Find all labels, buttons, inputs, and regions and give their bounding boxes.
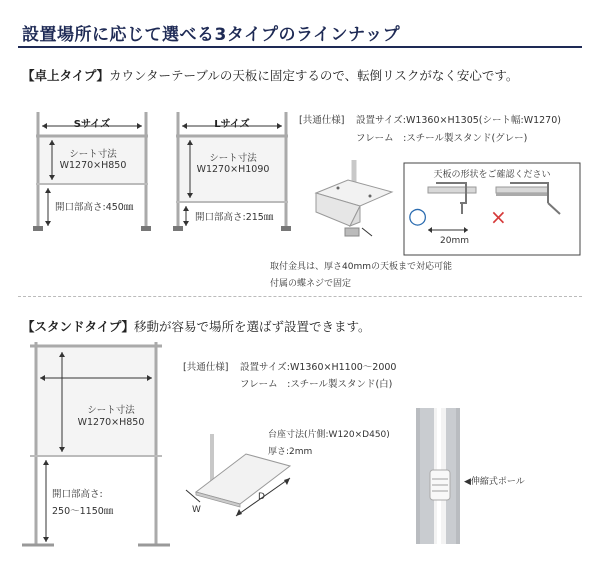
stand-type-text: 移動が容易で場所を選ばず設置できます。: [134, 319, 371, 334]
stand-spec-frame: フレーム :スチール製スタンド(白): [240, 379, 393, 390]
l-opening-height: 開口部高さ:215㎜: [195, 212, 274, 223]
desk-spec-tag: [共通仕様]: [299, 115, 345, 126]
clamp-note-1: 取付金具は、厚さ40mmの天板まで対応可能: [270, 262, 452, 272]
pole-label: ◀伸縮式ポール: [464, 477, 525, 487]
check-title: 天板の形状をご確認ください: [433, 170, 551, 180]
l-size-label: Lサイズ: [214, 119, 250, 130]
l-sheet-size: W1270×H1090: [196, 164, 270, 175]
clamp-pointer: [362, 228, 372, 236]
stand-sheet-size: W1270×H850: [77, 417, 145, 428]
check-dimension: 20mm: [440, 236, 469, 246]
stand-spec-size: 設置サイズ:W1360×H1100〜2000: [240, 362, 397, 373]
stand-type-bracket: 【スタンドタイプ】: [22, 319, 135, 334]
pole-photo: [416, 408, 460, 544]
s-sheet-size: W1270×H850: [59, 160, 127, 171]
s-left-clamp: [33, 226, 43, 231]
check-ok-tabletop: [428, 187, 476, 193]
desk-type-text: カウンターテーブルの天板に固定するので、転倒リスクがなく安心です。: [109, 68, 519, 83]
l-sheet-title: シート寸法: [209, 153, 257, 164]
base-size: 台座寸法(片側:W120×D450): [268, 430, 390, 440]
base-thickness: 厚さ:2mm: [268, 447, 313, 457]
l-right-clamp: [281, 226, 291, 231]
s-opening-height: 開口部高さ:450㎜: [55, 202, 134, 213]
stand-opening-title: 開口部高さ:: [52, 489, 103, 500]
check-ng-tabletop: [496, 187, 548, 193]
stand-opening-range: 250〜1150㎜: [52, 506, 114, 517]
check-ok-mark: ○: [408, 204, 428, 229]
base-w-label: W: [192, 505, 201, 515]
stand-sheet-panel: [36, 346, 156, 456]
clamp-note-2: 付属の蝶ネジで固定: [270, 279, 352, 289]
clamp-screw: [345, 228, 359, 236]
base-d-label: D: [258, 492, 265, 502]
check-ng-mark: ×: [490, 205, 507, 229]
desk-spec-frame: フレーム :スチール製スタンド(グレー): [356, 133, 528, 144]
desk-spec-size: 設置サイズ:W1360×H1305(シート幅:W1270): [356, 115, 561, 126]
s-right-clamp: [141, 226, 151, 231]
stand-spec-tag: [共通仕様]: [183, 362, 229, 373]
section-divider: [18, 296, 582, 297]
clamp-illustration: [316, 160, 392, 236]
stand-sheet-title: シート寸法: [87, 405, 135, 416]
s-size-label: Sサイズ: [73, 119, 111, 130]
s-sheet-title: シート寸法: [69, 149, 117, 160]
l-left-clamp: [173, 226, 183, 231]
desk-type-bracket: 【卓上タイプ】: [22, 68, 110, 83]
stand-type-heading: [22, 317, 371, 335]
page-title: 設置場所に応じて選べる3タイプのラインナップ: [22, 25, 401, 45]
